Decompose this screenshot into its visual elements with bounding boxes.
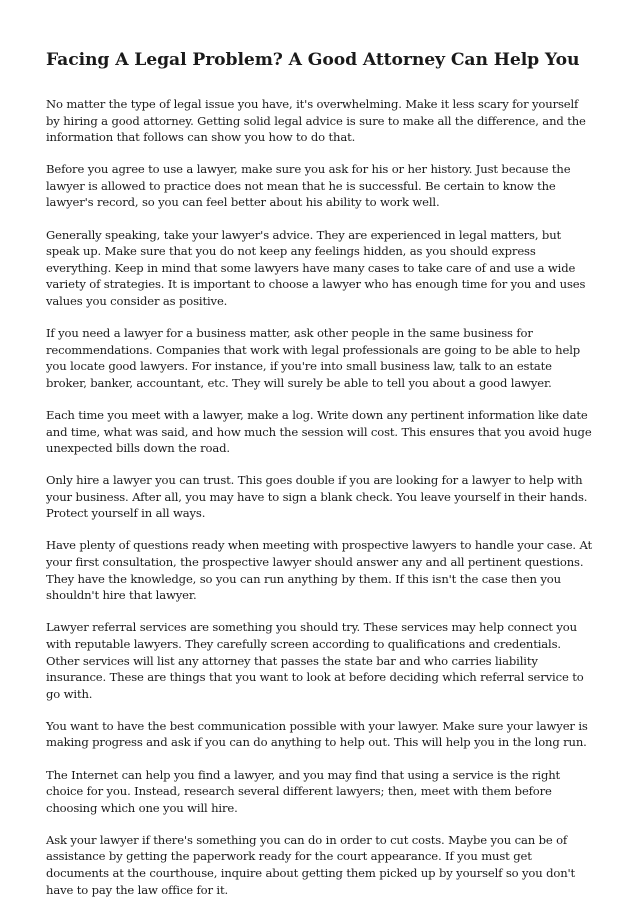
paragraph-8: Lawyer referral services are something you should try. These services may help connect you with reputable lawyers. They carefully screen according to qualifications and credentials. Other services will list any attorney that passes the state bar and who carries liability insurance. These are things that you want to look at before deciding which referral service to go with. xyxy=(46,620,584,701)
paragraph-1: No matter the type of legal issue you have, it's overwhelming. Make it less scary for yourself by hiring a good attorney. Getting solid legal advice is sure to make all the difference, and the information that follows can show you how to do that. xyxy=(46,97,586,145)
document-page xyxy=(46,49,594,914)
paragraph-2: Before you agree to use a lawyer, make sure you ask for his or her history. Just because the lawyer is allowed to practice does not mean that he is successful. Be certain to know the lawyer's record, so you can feel better about his ability to work well. xyxy=(46,162,571,210)
paragraph-3: Generally speaking, take your lawyer's advice. They are experienced in legal matters, but speak up. Make sure that you do not keep any feelings hidden, as you should express everything. Keep in mind that some lawyers have many cases to take care of and use a wide variety of strategies. It is important to choose a lawyer who has enough time for you and uses values you consider as positive. xyxy=(46,227,586,308)
paragraph-9: You want to have the best communication possible with your lawyer. Make sure your lawyer is making progress and ask if you can do anything to help out. This will help you in the long run. xyxy=(46,718,588,750)
paragraph-10: The Internet can help you find a lawyer, and you may find that using a service is the right choice for you. Instead, research several different lawyers; then, meet with them before choosing which one you will hire. xyxy=(46,767,561,815)
document-title: Facing A Legal Problem? A Good Attorney Can Help You xyxy=(46,50,580,70)
paragraph-5: Each time you meet with a lawyer, make a log. Write down any pertinent information like date and time, what was said, and how much the session will cost. This ensures that you avoid huge unexpected bills down the road. xyxy=(46,407,592,456)
paragraph-11: Ask your lawyer if there's something you can do in order to cut costs. Maybe you can be of assistance by getting the paperwork ready for the court appearance. If you must get documents at the courthouse, inquire about getting them picked up by yourself so you don't have to pay the law office for it. xyxy=(46,832,576,897)
paragraph-7: Have plenty of questions ready when meeting with prospective lawyers to handle your case. At your first consultation, the prospective lawyer should answer any and all pertinent questions. They have the knowledge, so you can run anything by them. If this isn't the case then you shouldn't hire that lawyer. xyxy=(46,538,593,603)
paragraph-4: If you need a lawyer for a business matter, ask other people in the same business for recommendations. Companies that work with legal professionals are going to be able to help you locate good lawyers. For instance, if you're into small business law, talk to an estate broker, banker, accountant, etc. They will surely be able to tell you about a good lawyer. xyxy=(46,326,581,390)
paragraph-6: Only hire a lawyer you can trust. This goes double if you are looking for a lawyer to help with your business. After all, you may have to sign a blank check. You leave yourself in their hands. Protect yourself in all ways. xyxy=(46,473,588,521)
